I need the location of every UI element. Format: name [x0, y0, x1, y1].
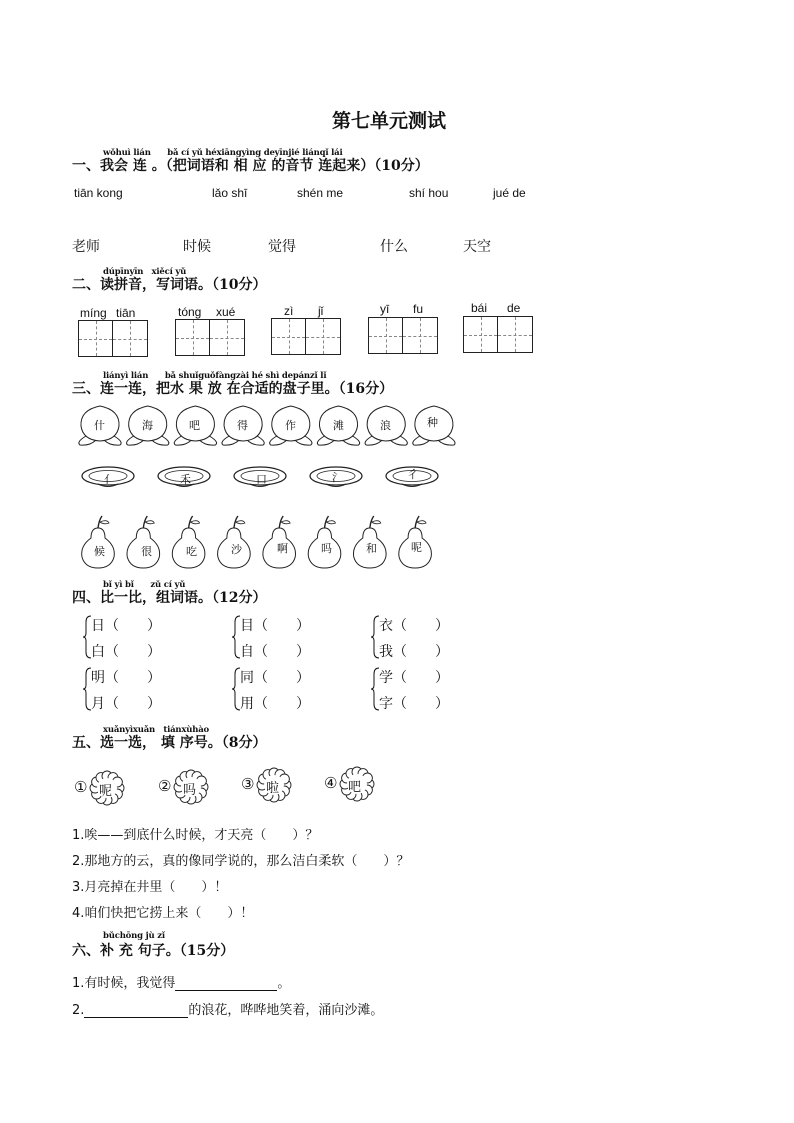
writing-grid[interactable] — [175, 319, 245, 356]
answer-blank[interactable] — [175, 976, 277, 991]
pear-char[interactable]: 啊 — [277, 542, 288, 555]
section4-pinyin: bǐ yì bǐ zǔ cí yǔ — [103, 580, 186, 590]
answer-paren[interactable]: （ ） — [254, 644, 310, 660]
word: 老师 — [72, 239, 100, 255]
section2-heading: 二、读拼音，写词语。（10分） — [72, 277, 267, 293]
option-number: ① — [74, 778, 88, 796]
section6-pinyin: bǔchōng jù zǐ — [103, 931, 165, 941]
fill-sentence-1 — [72, 972, 290, 991]
option-char[interactable]: 呢 — [99, 784, 113, 799]
option-number: ④ — [324, 774, 338, 792]
grid-pinyin: yī — [380, 302, 390, 316]
pear-char[interactable]: 沙 — [231, 543, 242, 556]
section5-pinyin: xuǎnyìxuǎn tiánxùhào — [103, 725, 209, 735]
pair-char: 字 — [379, 696, 393, 712]
sentence-suffix: 的浪花，哗哗地笑着，涌向沙滩。 — [188, 1003, 384, 1018]
syllable: jué de — [493, 186, 526, 200]
answer-paren[interactable]: （ ） — [393, 696, 449, 712]
section5-heading: 五、选一选， 填 序号。（8分） — [72, 735, 267, 751]
option-number: ③ — [241, 775, 255, 793]
answer-paren[interactable]: （ ） — [105, 696, 161, 712]
section6-heading: 六、补 充 句子。（15分） — [72, 943, 235, 959]
writing-grid[interactable] — [271, 318, 341, 355]
answer-paren[interactable]: （ ） — [105, 618, 161, 634]
answer-paren[interactable]: （ ） — [254, 696, 310, 712]
pear-char[interactable]: 吃 — [186, 545, 197, 558]
peach-char[interactable]: 什 — [94, 419, 105, 432]
syllable: tiān kong — [74, 186, 123, 200]
grid-pinyin: xué — [216, 305, 236, 319]
plate-char[interactable]: 口 — [256, 473, 267, 486]
word: 天空 — [463, 239, 491, 255]
section1-pinyin: wǒhuì lián bǎ cí yǔ héxiāngyìng deyīnjié liánqǐ lái — [103, 148, 343, 158]
grid-pinyin: de — [507, 301, 521, 315]
option-char[interactable]: 吗 — [183, 783, 197, 798]
peach-char[interactable]: 得 — [237, 419, 248, 432]
pear-row — [78, 512, 438, 570]
grid-pinyin: zì — [284, 304, 294, 318]
answer-paren[interactable]: （ ） — [254, 618, 310, 634]
pear-icon — [82, 516, 115, 568]
answer-paren[interactable]: （ ） — [105, 644, 161, 660]
question: 1.唉——到底什么时候，才天亮（ ）？ — [72, 828, 319, 843]
pear-char[interactable]: 和 — [366, 542, 377, 555]
pear-char[interactable]: 候 — [94, 545, 105, 558]
grid-pinyin: tiān — [116, 306, 136, 320]
pair-char: 自 — [240, 644, 254, 660]
pear-char[interactable]: 呢 — [411, 541, 422, 554]
pair-char: 用 — [240, 696, 254, 712]
peach-char[interactable]: 滩 — [333, 419, 344, 432]
pair-char: 我 — [379, 644, 393, 660]
grid-pinyin: tóng — [178, 305, 202, 319]
answer-paren[interactable]: （ ） — [105, 670, 161, 686]
pair-char: 明 — [91, 670, 105, 686]
grid-pinyin: míng — [80, 306, 107, 320]
fill-sentence-2 — [72, 999, 383, 1018]
writing-grid[interactable] — [463, 316, 533, 353]
peach-char[interactable]: 吧 — [189, 419, 200, 432]
question: 2.那地方的云，真的像同学说的，那么洁白柔软（ ）？ — [72, 854, 410, 869]
pair-char: 目 — [240, 618, 254, 634]
syllable: shén me — [297, 186, 344, 200]
answer-paren[interactable]: （ ） — [393, 670, 449, 686]
word: 觉得 — [268, 239, 296, 255]
pair-char: 月 — [91, 696, 105, 712]
question: 4.咱们快把它捞上来（ ）！ — [72, 906, 254, 921]
answer-paren[interactable]: （ ） — [393, 618, 449, 634]
pair-char: 同 — [240, 670, 254, 686]
grid-pinyin: bái — [471, 301, 488, 315]
option-char[interactable]: 吧 — [348, 780, 362, 795]
sentence-prefix: 1.有时候，我觉得 — [72, 976, 176, 991]
pear-icon — [127, 516, 160, 568]
section4-heading: 四、比一比，组词语。（12分） — [72, 590, 267, 606]
section2-pinyin: dúpīnyīn xiěcí yǔ — [103, 267, 187, 277]
sentence-suffix: 。 — [277, 976, 291, 991]
section1-heading: 一、我会 连 。（把词语和 相 应 的音节 连起来）（10分） — [72, 158, 429, 174]
peach-char[interactable]: 浪 — [380, 419, 391, 432]
plate-char[interactable]: 亻 — [104, 473, 115, 486]
pair-char: 白 — [91, 644, 105, 660]
peach-char[interactable]: 海 — [142, 419, 153, 432]
syllable: shí hou — [409, 186, 449, 200]
answer-blank[interactable] — [84, 1003, 188, 1018]
word: 时候 — [183, 239, 211, 255]
answer-paren[interactable]: （ ） — [393, 644, 449, 660]
pear-char[interactable]: 吗 — [321, 542, 332, 555]
pair-char: 衣 — [379, 618, 393, 634]
flower-options — [72, 766, 392, 810]
pear-char[interactable]: 很 — [141, 545, 152, 558]
plate-char[interactable]: 禾 — [180, 473, 191, 486]
grid-pinyin: jǐ — [318, 304, 324, 318]
grid-pinyin: fu — [413, 302, 424, 316]
page-title: 第七单元测试 — [332, 110, 447, 132]
plate-char[interactable]: 彳 — [407, 468, 418, 481]
syllable: lǎo shī — [212, 186, 248, 200]
answer-paren[interactable]: （ ） — [254, 670, 310, 686]
pair-char: 日 — [91, 618, 105, 634]
word: 什么 — [380, 239, 408, 255]
section3-pinyin: liányì lián bǎ shuǐguǒfàngzài hé shì depánzǐ lǐ — [103, 371, 327, 381]
question: 3.月亮掉在井里（ ）！ — [72, 880, 228, 895]
peach-row — [76, 402, 456, 448]
sentence-prefix: 2. — [72, 1003, 85, 1018]
writing-grid[interactable] — [78, 320, 148, 357]
plate-char[interactable]: 氵 — [332, 471, 343, 484]
peach-char[interactable]: 种 — [427, 416, 438, 429]
pear-icon — [172, 516, 205, 568]
pair-char: 学 — [379, 670, 393, 686]
option-number: ② — [158, 777, 172, 795]
option-char[interactable]: 啦 — [266, 781, 280, 796]
peach-char[interactable]: 作 — [285, 419, 296, 432]
writing-grid[interactable] — [368, 317, 438, 354]
section3-heading: 三、连一连，把水 果 放 在合适的盘子里。（16分） — [72, 381, 394, 397]
